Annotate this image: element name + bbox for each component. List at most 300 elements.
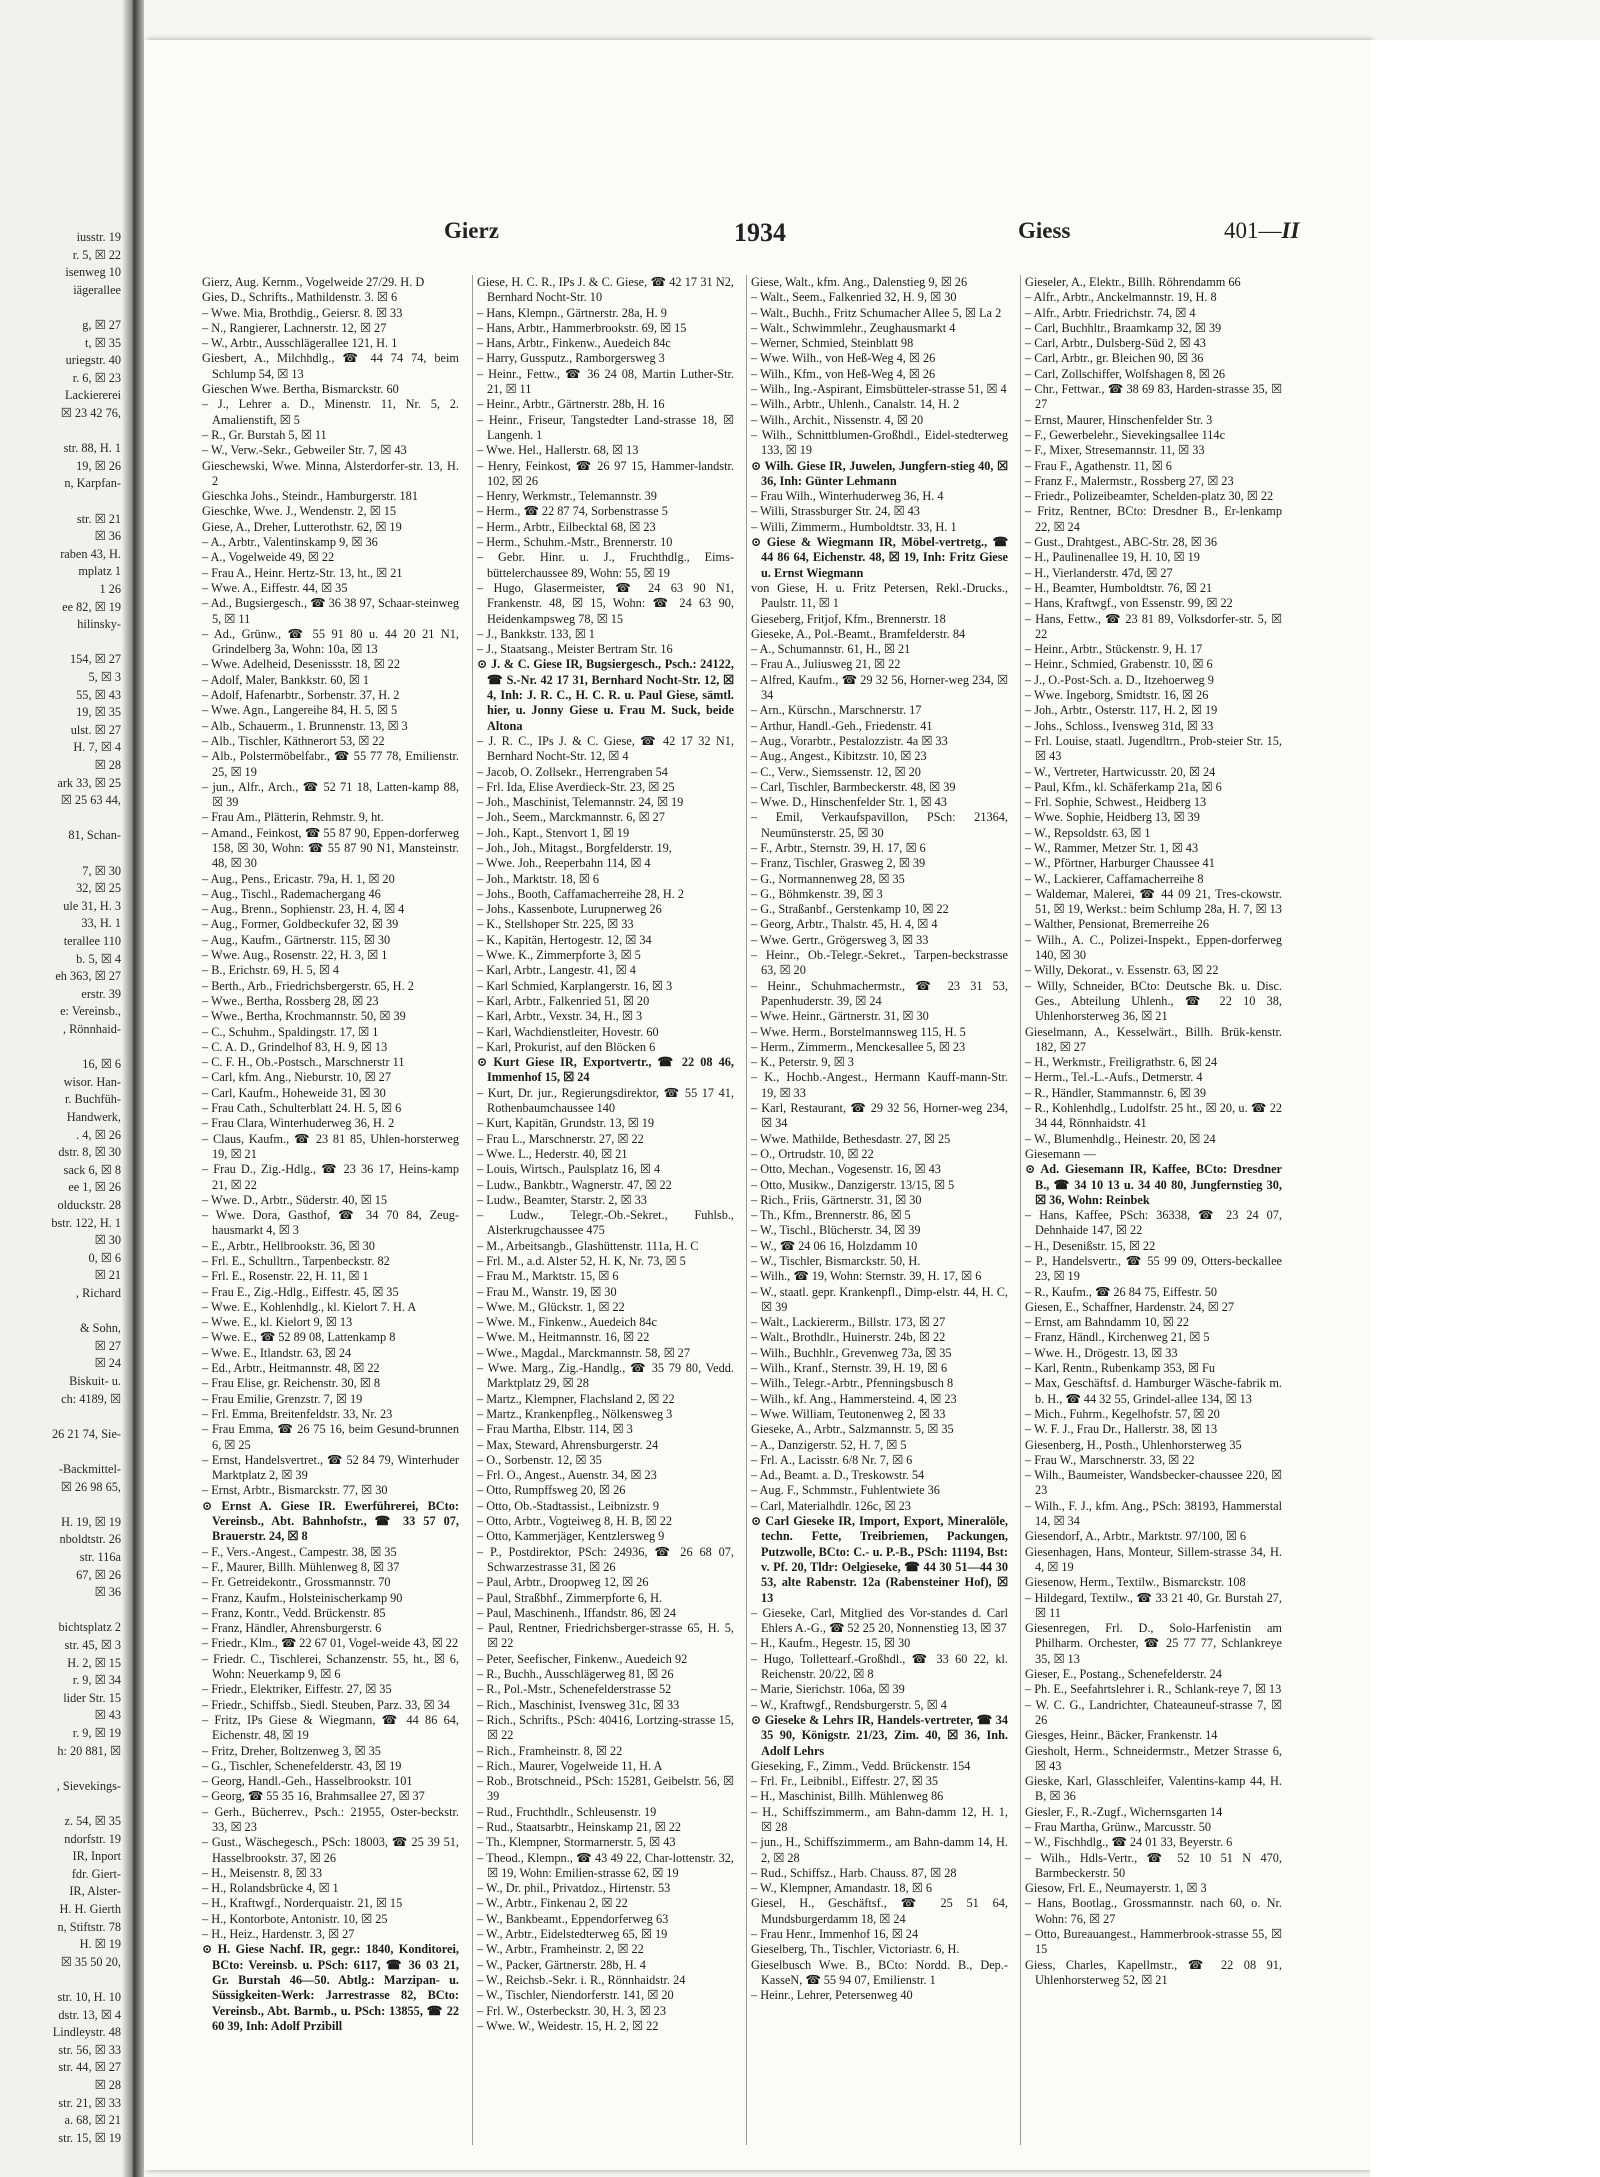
directory-entry: – Hans, Bootlag., Grossmannstr. nach 60, o. Nr. Wohn: 76, ☒ 27	[1025, 1896, 1282, 1926]
directory-entry: – Harry, Gussputz., Ramborgersweg 3	[477, 351, 665, 366]
directory-entry: – Berth., Arb., Friedrichsbergerstr. 65, H. 2	[202, 978, 414, 993]
directory-entry: – Wwe., Bertha, Rossberg 28, ☒ 23	[202, 993, 379, 1008]
left-page-line: hilinsky-	[77, 617, 121, 632]
directory-entry: ⊙ Ad. Giesemann IR, Kaffee, BCto: Dresdner B., ☎ 34 10 13 u. 34 40 80, Jungfernstieg 30, ☒ 36, Wohn: Reinbek	[1025, 1162, 1282, 1207]
directory-entry: – Wilh., A. C., Polizei-Inspekt., Eppen-dorferweg 140, ☒ 30	[1025, 932, 1282, 963]
directory-entry: – Ph. E., Seefahrtslehrer i. R., Schlank-reye 7, ☒ 13	[1025, 1682, 1282, 1697]
directory-entry: – Wwe. Agn., Langereihe 84, H. 5, ☒ 5	[202, 703, 398, 718]
directory-entry: – Willi, Zimmerm., Humboldtstr. 33, H. 1	[751, 519, 957, 534]
directory-entry: Giesbert, A., Milchhdlg., ☎ 44 74 74, beim Schlump 54, ☒ 13	[202, 351, 459, 381]
directory-entry: – A., Arbtr., Valentinskamp 9, ☒ 36	[202, 535, 378, 550]
directory-entry: – J., O.-Post-Sch. a. D., Itzehoerweg 9	[1025, 672, 1214, 687]
directory-entry: – Kurt, Dr. jur., Regierungsdirektor, ☎ 55 17 41, Rothenbaumchaussee 140	[477, 1085, 734, 1116]
left-page-line: r. 6, ☒ 23	[72, 370, 121, 385]
directory-entry: Giesemann —	[1025, 1146, 1096, 1161]
directory-entry: – Joh., Seem., Marckmannstr. 6, ☒ 27	[477, 810, 665, 825]
directory-entry: – Frau Elise, gr. Reichenstr. 30, ☒ 8	[202, 1376, 381, 1391]
directory-entry: – C. A. D., Grindelhof 83, H. 9, ☒ 13	[202, 1039, 388, 1054]
directory-entry: – Paul, Rentner, Friedrichsberger-strasse 65, H. 5, ☒ 22	[477, 1621, 734, 1651]
directory-entry: Giesenow, Herm., Textilw., Bismarckstr. 108	[1025, 1575, 1246, 1590]
left-page-line: Biskuit- u.	[69, 1374, 121, 1388]
left-page-line: , Sievekings-	[56, 1778, 121, 1793]
directory-entry: – Wwe. E., Kohlenhdlg., kl. Kielort 7. H. A	[202, 1299, 417, 1314]
directory-entry: – Friedr., Elektriker, Eiffestr. 27, ☒ 35	[202, 1682, 392, 1697]
left-page-line: ee 1, ☒ 26	[68, 1180, 121, 1195]
left-page-line: 19, ☒ 26	[76, 458, 121, 473]
directory-entry: – Wilh., Archit., Nissenstr. 4, ☒ 20	[751, 412, 924, 427]
directory-entry: – A., Vogelweide 49, ☒ 22	[202, 550, 335, 565]
directory-entry: – Wilh., Hdls-Vertr., ☎ 52 10 51 N 470, Barmbeckerstr. 50	[1025, 1850, 1282, 1880]
directory-entry: – Herm., Schuhm.-Mstr., Brennerstr. 10	[477, 535, 673, 550]
directory-entry: – Frau A., Heinr. Hertz-Str. 13, ht., ☒ 21	[202, 565, 403, 580]
directory-entry: – Werner, Schmied, Steinblatt 98	[751, 336, 914, 351]
directory-entry: – W., Repsoldstr. 63, ☒ 1	[1025, 825, 1151, 840]
directory-entry: – Otto, Bureauangest., Hammerbrook-strasse 55, ☒ 15	[1025, 1927, 1282, 1957]
directory-entry: – F., Mixer, Stresemannstr. 11, ☒ 33	[1025, 443, 1205, 458]
directory-entry: – Hans, Kaffee, PSch: 36338, ☎ 23 24 07, Dehnhaide 147, ☒ 22	[1025, 1208, 1282, 1238]
directory-entry: – Karl, Arbtr., Vexstr. 34, H., ☒ 3	[477, 1009, 643, 1024]
directory-entry: – Rich., Maschinist, Ivensweg 31c, ☒ 33	[477, 1697, 680, 1712]
directory-entry: – Carl, Kaufm., Hoheweide 31, ☒ 30	[202, 1085, 386, 1100]
directory-entry: – Herm., Zimmerm., Menckesallee 5, ☒ 23	[751, 1039, 966, 1054]
left-page-line: & Sohn,	[80, 1321, 121, 1336]
directory-entry: – H., Werkmstr., Freiligrathstr. 6, ☒ 24	[1025, 1055, 1218, 1070]
directory-entry: – Chr., Fettwar., ☎ 38 69 83, Harden-strasse 35, ☒ 27	[1025, 382, 1282, 412]
directory-entry: Gieseke, A., Arbtr., Salzmannstr. 5, ☒ 35	[751, 1422, 954, 1437]
directory-entry: – Wwe. E., Itlandstr. 63, ☒ 24	[202, 1345, 352, 1360]
directory-entry: – Wwe. Heinr., Gärtnerstr. 31, ☒ 30	[751, 1009, 929, 1024]
directory-entry: – Heinr., Lehrer, Petersenweg 40	[751, 1988, 913, 2003]
directory-entry: – W., Pförtner, Harburger Chaussee 41	[1025, 856, 1215, 871]
left-page-line: n, Stiftstr. 78	[57, 1919, 121, 1934]
directory-entry: – W. F. J., Frau Dr., Hallerstr. 38, ☒ 13	[1025, 1422, 1218, 1437]
directory-entry: – Rich., Friis, Gärtnerstr. 31, ☒ 30	[751, 1192, 922, 1207]
directory-entry: – Frl. W., Osterbeckstr. 30, H. 3, ☒ 23	[477, 2003, 666, 2018]
directory-entry: – Max, Steward, Ahrensburgerstr. 24	[477, 1437, 659, 1452]
directory-entry: – Friedr., Klm., ☎ 22 67 01, Vogel-weide 43, ☒ 22	[202, 1636, 459, 1651]
header-right-word: Giess	[1018, 218, 1071, 243]
directory-entry: – Frau Emma, ☎ 26 75 16, beim Gesund-brunnen 6, ☒ 25	[202, 1422, 459, 1452]
directory-entry: – Wwe. Ingeborg, Smidtstr. 16, ☒ 26	[1025, 688, 1209, 703]
directory-entry: – Otto, Kammerjäger, Kentzlersweg 9	[477, 1529, 665, 1544]
directory-entry: – O., Ortrudstr. 10, ☒ 22	[751, 1146, 874, 1161]
directory-entry: – Alfr., Arbtr. Friedrichstr. 74, ☒ 4	[1025, 305, 1196, 320]
directory-entry: – Amand., Feinkost, ☎ 55 87 90, Eppen-dorferweg 158, ☒ 30, Wohn: ☎ 55 87 90 N1, Mansteinstr. 48, ☒ 30	[202, 825, 459, 871]
directory-entry: – Hildegard, Textilw., ☎ 33 21 40, Gr. Burstah 27, ☒ 11	[1025, 1590, 1282, 1620]
directory-entry: – Rud., Fruchthdlr., Schleusenstr. 19	[477, 1804, 657, 1819]
directory-entry: – Herm., Tel.-L.-Aufs., Detmerstr. 4	[1025, 1070, 1203, 1085]
directory-entry: – H., Rolandsbrücke 4, ☒ 1	[202, 1881, 339, 1896]
directory-entry: – Aug., Kaufm., Gärtnerstr. 115, ☒ 30	[202, 932, 391, 947]
directory-entry: – Walt., Schwimmlehr., Zeughausmarkt 4	[751, 320, 956, 335]
directory-entry: ⊙ J. & C. Giese IR, Bugsiergesch., Psch.: 24122, ☎ S.-Nr. 42 17 31, Bernhard Nocht-Str. 12, ☒ 4, Inh: J. R. C., H. C. R. u. Paul Giese, sämtl. hier, u. Jonny Giese u. Frau M. Suck, beide Altona	[477, 657, 734, 733]
directory-entry: – Martz., Klempner, Flachsland 2, ☒ 22	[477, 1391, 675, 1406]
directory-entry: – Hans, Fettw., ☎ 23 81 89, Volksdorfer-str. 5, ☒ 22	[1025, 611, 1282, 641]
directory-entry: – Aug., Brenn., Sophienstr. 23, H. 4, ☒ 4	[202, 902, 405, 917]
directory-entry: – Rud., Staatsarbtr., Heinskamp 21, ☒ 22	[477, 1819, 681, 1834]
directory-entry: – R., Pol.-Mstr., Schenefelderstrasse 52	[477, 1682, 672, 1697]
left-page-line: wisor. Han-	[63, 1074, 121, 1089]
directory-entry: – Carl, Arbtr., Dulsberg-Süd 2, ☒ 43	[1025, 336, 1206, 351]
directory-entry: – Wwe. W., Weidestr. 15, H. 2, ☒ 22	[477, 2018, 659, 2033]
left-page-line: dstr. 13, ☒ 4	[58, 2007, 121, 2022]
left-page-line: ☒ 35 50 20,	[60, 1954, 121, 1969]
directory-entry: – Herm., Arbtr., Eilbecktal 68, ☒ 23	[477, 519, 656, 534]
directory-entry: – Franz, Tischler, Grasweg 2, ☒ 39	[751, 856, 926, 871]
directory-entry: – H., Desenißstr. 15, ☒ 22	[1025, 1238, 1156, 1253]
directory-entry: – Frau Henr., Immenhof 16, ☒ 24	[751, 1927, 919, 1942]
left-page-line: 1 26	[99, 582, 121, 596]
directory-entry: – Walt., Seem., Falkenried 32, H. 9, ☒ 30	[751, 290, 957, 305]
directory-entry: – W., Fischhdlg., ☎ 24 01 33, Beyerstr. 6	[1025, 1835, 1233, 1850]
directory-entry: – K., Stellshoper Str. 225, ☒ 33	[477, 917, 634, 932]
directory-entry: – W., Arbtr., Ausschlägerallee 121, H. 1	[202, 336, 398, 351]
left-page-line: b. 5, ☒ 4	[76, 951, 121, 966]
directory-entry: – Frau L., Marschnerstr. 27, ☒ 22	[477, 1131, 644, 1146]
directory-entry: – Gust., Wäschegesch., PSch: 18003, ☎ 25 39 51, Hasselbrookstr. 37, ☒ 26	[202, 1835, 459, 1865]
directory-entry: – Frl. O., Angest., Auenstr. 34, ☒ 23	[477, 1468, 657, 1483]
left-page-line: olduckstr. 28	[57, 1198, 121, 1212]
directory-entry: – Frau Clara, Winterhuderweg 36, H. 2	[202, 1116, 395, 1131]
column-2	[472, 275, 738, 2145]
left-page-line: g, ☒ 27	[82, 318, 121, 332]
directory-entry: – Th., Klempner, Stormarnerstr. 5, ☒ 43	[477, 1835, 676, 1850]
directory-entry: Giess, Charles, Kapellmstr., ☎ 22 08 91, Uhlenhorsterweg 52, ☒ 21	[1025, 1957, 1282, 1987]
directory-entry: – A., Schumannstr. 61, H., ☒ 21	[751, 642, 911, 657]
directory-entry: – Karl, Arbtr., Langestr. 41, ☒ 4	[477, 963, 636, 978]
directory-entry: – Aug., Former, Goldbeckufer 32, ☒ 39	[202, 917, 399, 932]
directory-entry: – Carl, Arbtr., gr. Bleichen 90, ☒ 36	[1025, 351, 1204, 366]
directory-entry: – Hans, Arbtr., Finkenw., Auedeich 84c	[477, 336, 671, 351]
directory-entry: – F., Gewerbelehr., Sievekingsallee 114c	[1025, 427, 1226, 442]
directory-entry: – Max, Geschäftsf. d. Hamburger Wäsche-fabrik m. b. H., ☎ 44 32 55, Grindel-allee 134, ☒ 13	[1025, 1376, 1282, 1406]
directory-entry: – F., Maurer, Billh. Mühlenweg 8, ☒ 37	[202, 1559, 400, 1574]
directory-entry: – Heinr., Friseur, Tangstedter Land-strasse 18, ☒ Langenh. 1	[477, 412, 734, 442]
directory-entry: – Frau M., Marktstr. 15, ☒ 6	[477, 1269, 619, 1284]
directory-entry: – Heinr., Arbtr., Gärtnerstr. 28b, H. 16	[477, 397, 665, 412]
directory-entry: – Aug., Tischl., Rademachergang 46	[202, 886, 381, 901]
column-3	[746, 275, 1012, 2145]
directory-entry: – F., Vers.-Angest., Campestr. 38, ☒ 35	[202, 1544, 397, 1559]
directory-entry: – M., Arbeitsangb., Glashüttenstr. 111a, H. C	[477, 1238, 699, 1253]
left-page-line: H. 7, ☒ 4	[73, 740, 121, 755]
directory-entry: – W., Klempner, Amandastr. 18, ☒ 6	[751, 1881, 932, 1896]
directory-entry: ⊙ H. Giese Nachf. IR, gegr.: 1840, Konditorei, BCto: Vereinsb. u. PSch: 6117, ☎ 36 03 21, Gr. Burstah 46—50. Abtlg.: Marzipan- u. Süssigkeiten-Werk: Jarrestrasse 82, BCto: Vereinsb., Abt. Barmb., u. PSch: 13855, ☎ 22 60 39, Inh: Adolf Przibill	[202, 1942, 459, 2033]
directory-entry: – W., Dr. phil., Privatdoz., Hirtenstr. 53	[477, 1881, 671, 1896]
directory-entry: Gies, D., Schrifts., Mathildenstr. 3. ☒ 6	[202, 290, 398, 305]
directory-entry: – Karl, Arbtr., Falkenried 51, ☒ 20	[477, 993, 650, 1008]
directory-entry: – W., Reichsb.-Sekr. i. R., Rönnhaidstr. 24	[477, 1972, 686, 1987]
directory-entry: Gieselbusch Wwe. B., BCto: Nordd. B., Dep.-KasseN, ☎ 55 94 07, Emilienstr. 1	[751, 1957, 1008, 1987]
directory-entry: – Otto, Arbtr., Vogteiweg 8, H. B, ☒ 22	[477, 1514, 673, 1529]
directory-entry: – Walther, Pensionat, Bremerreihe 26	[1025, 917, 1210, 932]
directory-entry: – Wilh., Telegr.-Arbtr., Pfenningsbusch 8	[751, 1376, 954, 1391]
directory-entry: – Wwe. Mia, Brothdig., Geiersr. 8. ☒ 33	[202, 305, 403, 320]
directory-entry: – Henry, Feinkost, ☎ 26 97 15, Hammer-landstr. 102, ☒ 26	[477, 458, 734, 488]
directory-entry: – Heinr., Schmied, Grabenstr. 10, ☒ 6	[1025, 657, 1213, 672]
directory-entry: – W., Packer, Gärtnerstr. 28b, H. 4	[477, 1957, 646, 1972]
left-page-line: 67, ☒ 26	[76, 1567, 121, 1582]
left-page-line: bichtsplatz 2	[58, 1620, 121, 1635]
directory-entry: – W., Vertreter, Hartwicusstr. 20, ☒ 24	[1025, 764, 1216, 779]
directory-entry: ⊙ Carl Gieseke IR, Import, Export, Mineralöle, techn. Fette, Treibriemen, Packungen, Putzwolle, BCto: C.- u. P.-B., PSch: 11194, Bst: v. Pf. 20, Tldr: Oelgieseke, ☎ 44 30 51—44 30 53, alte Rabenstr. 12a (Rabensteiner Hof), ☒ 13	[751, 1514, 1008, 1605]
left-page-line: str. 116a	[79, 1550, 121, 1564]
directory-entry: Gieske, Karl, Glasschleifer, Valentins-kamp 44, H. B, ☒ 36	[1025, 1774, 1282, 1804]
directory-entry: – Wilh., Baumeister, Wandsbecker-chaussee 220, ☒ 23	[1025, 1468, 1282, 1498]
directory-entry: – Claus, Kaufm., ☎ 23 81 85, Uhlen-horsterweg 19, ☒ 21	[202, 1131, 459, 1161]
page-header	[144, 218, 1370, 258]
directory-entry: – G., Tischler, Schenefelderstr. 43, ☒ 19	[202, 1758, 402, 1773]
left-page-line: ☒ 25 63 44,	[60, 793, 121, 808]
left-page-line: fdr. Giert-	[71, 1866, 121, 1881]
directory-entry: – Franz F., Malermstr., Rossberg 27, ☒ 23	[1025, 473, 1234, 488]
directory-entry: – Walt., Buchh., Fritz Schumacher Allee 5, ☒ La 2	[751, 305, 1002, 320]
left-page-line: e: Vereinsb.,	[60, 1004, 121, 1019]
directory-entry: – Karl, Prokurist, auf den Blöcken 6	[477, 1039, 656, 1054]
directory-entry: – Frau Am., Plätterin, Rehmstr. 9, ht.	[202, 810, 384, 825]
left-page-line: str. 88, H. 1	[63, 441, 121, 456]
directory-entry: – Ad., Bugsiergesch., ☎ 36 38 97, Schaar-steinweg 5, ☒ 11	[202, 596, 459, 626]
directory-entry: – Frl. E., Rosenstr. 22, H. 11, ☒ 1	[202, 1269, 369, 1284]
left-page-line: n, Karpfan-	[64, 476, 121, 491]
directory-entry: ⊙ Giese & Wiegmann IR, Möbel-vertretg., ☎ 44 86 64, Eichenstr. 48, ☒ 19, Inh: Fritz Giese u. Ernst Wiegmann	[751, 535, 1008, 580]
left-page-line: ☒ 24	[94, 1356, 121, 1371]
left-page-line: iusstr. 19	[76, 230, 121, 244]
left-page-line: 154, ☒ 27	[70, 652, 121, 667]
left-page-line: ☒ 23 42 76,	[60, 406, 121, 420]
directory-entry: – Herm., ☎ 22 87 74, Sorbenstrasse 5	[477, 504, 668, 519]
left-page-line: 81, Schan-	[68, 828, 121, 843]
left-page-line: ☒ 28	[94, 758, 121, 772]
directory-entry: – Kurt, Kapitän, Grundstr. 13, ☒ 19	[477, 1116, 655, 1131]
left-page-line: 55, ☒ 43	[76, 687, 121, 702]
directory-entry: – Wwe. Adelheid, Desenissstr. 18, ☒ 22	[202, 657, 400, 672]
left-page-line: lider Str. 15	[63, 1690, 121, 1705]
directory-entry: – W., Blumenhdlg., Heinestr. 20, ☒ 24	[1025, 1131, 1216, 1146]
directory-entry: – Wilh., Kfm., von Heß-Weg 4, ☒ 26	[751, 366, 936, 381]
directory-entry: – Frau W., Marschnerstr. 33, ☒ 22	[1025, 1452, 1195, 1467]
directory-entry: Giese, H. C. R., IPs J. & C. Giese, ☎ 42 17 31 N2, Bernhard Nocht-Str. 10	[477, 275, 734, 305]
directory-entry: – W., Bankbeamt., Eppendorferweg 63	[477, 1911, 669, 1926]
directory-entry: – H., Meisenstr. 8, ☒ 33	[202, 1865, 322, 1880]
directory-entry: – R., Händler, Stammannstr. 6, ☒ 39	[1025, 1085, 1206, 1100]
directory-entry: ⊙ Gieseke & Lehrs IR, Handels-vertreter, ☎ 34 35 90, Königstr. 21/23, Zim. 40, ☒ 36, Inh. Adolf Lehrs	[751, 1712, 1008, 1758]
left-page-line: mplatz 1	[78, 564, 121, 579]
directory-page	[144, 40, 1370, 2170]
book-gutter	[122, 0, 144, 2177]
left-page-line: H. H. Gierth	[59, 1902, 121, 1916]
directory-entry: – Friedr., Polizeibeamter, Schelden-platz 30, ☒ 22	[1025, 489, 1274, 504]
left-page-line: str. 21, ☒ 33	[58, 2095, 121, 2110]
directory-entry: – Johs., Kassenbote, Lurupnerweg 26	[477, 902, 662, 917]
directory-entry: – Otto, Rumpffsweg 20, ☒ 26	[477, 1483, 626, 1498]
directory-entry: – Rob., Brotschneid., PSch: 15281, Geibelstr. 56, ☒ 39	[477, 1774, 734, 1804]
header-left-word: Gierz	[444, 218, 499, 243]
left-page-line: ndorfstr. 19	[64, 1831, 121, 1846]
left-page-line: r. 5, ☒ 22	[72, 247, 121, 262]
left-page-line: IR, Alster-	[69, 1884, 121, 1899]
left-page-line: ☒ 28	[94, 2078, 121, 2092]
directory-entry: – Frl. A., Lacisstr. 6/8 Nr. 7, ☒ 6	[751, 1452, 913, 1467]
directory-entry: – Fritz, IPs Giese & Wiegmann, ☎ 44 86 64, Eichenstr. 48, ☒ 19	[202, 1712, 459, 1743]
directory-entry: – Frl. Ida, Elise Averdieck-Str. 23, ☒ 25	[477, 779, 675, 794]
directory-entry: – Frau A., Juliusweg 21, ☒ 22	[751, 657, 901, 672]
directory-entry: – C., Verw., Siemssenstr. 12, ☒ 20	[751, 764, 921, 779]
directory-entry: – K., Kapitän, Hertogestr. 12, ☒ 34	[477, 932, 652, 947]
directory-entry: – Wilh., kf. Ang., Hammersteind. 4, ☒ 23	[751, 1391, 957, 1406]
directory-entry: – W., Tischl., Blücherstr. 34, ☒ 39	[751, 1223, 921, 1238]
directory-entry: – Wilh., Kranf., Sternstr. 39, H. 19, ☒ 6	[751, 1361, 948, 1376]
directory-entry: – Wwe. Hel., Hallerstr. 68, ☒ 13	[477, 443, 639, 458]
directory-entry: – Joh., Joh., Mitagst., Borgfelderstr. 19,	[477, 840, 672, 855]
left-page-line: 16, ☒ 6	[82, 1057, 121, 1072]
directory-entry: – jun., Alfr., Arch., ☎ 52 71 18, Latten-kamp 88, ☒ 39	[202, 779, 459, 810]
directory-entry: – Alfr., Arbtr., Anckelmannstr. 19, H. 8	[1025, 290, 1217, 305]
directory-entry: – Walt., Lackiererm., Billstr. 173, ☒ 27	[751, 1315, 946, 1330]
directory-entry: – E., Arbtr., Hellbrookstr. 36, ☒ 30	[202, 1238, 375, 1253]
directory-entry: – Wwe. Joh., Reeperbahn 114, ☒ 4	[477, 856, 651, 871]
left-page-line: 33, H. 1	[81, 916, 121, 931]
directory-entry: – Wwe. E., ☎ 52 89 08, Lattenkamp 8	[202, 1330, 396, 1345]
directory-entry: – Alb., Tischler, Käthnerort 53, ☒ 22	[202, 733, 385, 748]
directory-entry: – Wwe. L., Hederstr. 40, ☒ 21	[477, 1146, 628, 1161]
directory-entry: – Heinr., Arbtr., Stückenstr. 9, H. 17	[1025, 642, 1203, 657]
directory-entry: – W., Arbtr., Finkenau 2, ☒ 22	[477, 1896, 628, 1911]
directory-entry: – W., Kraftwgf., Rendsburgerstr. 5, ☒ 4	[751, 1697, 947, 1712]
directory-entry: – Frau F., Agathenstr. 11, ☒ 6	[1025, 458, 1172, 473]
left-page-line: ☒ 43	[94, 1708, 121, 1723]
directory-entry: – Fr. Getreidekontr., Grossmannstr. 70	[202, 1575, 391, 1590]
directory-entry: – Frau Martha, Grünw., Marcusstr. 50	[1025, 1819, 1212, 1834]
directory-entry: – Fritz, Rentner, BCto: Dresdner B., Er-lenkamp 22, ☒ 24	[1025, 504, 1282, 534]
directory-entry: – Heinr., Schuhmachermstr., ☎ 23 31 53, Papenhuderstr. 39, ☒ 24	[751, 978, 1008, 1008]
header-year: 1934	[734, 218, 786, 247]
left-page-line: H. ☒ 19	[79, 1937, 121, 1952]
directory-entry: – W., Arbtr., Eidelstedterweg 65, ☒ 19	[477, 1927, 668, 1942]
directory-entry: – Hans, Klempn., Gärtnerstr. 28a, H. 9	[477, 305, 667, 320]
left-page-line: . 4, ☒ 26	[76, 1127, 121, 1142]
directory-entry: Gieser, E., Postang., Schenefelderstr. 24	[1025, 1667, 1222, 1682]
left-page-line: str. ☒ 21	[76, 511, 121, 526]
left-page-line: iägerallee	[73, 282, 121, 297]
directory-entry: – Joh., Arbtr., Osterstr. 117, H. 2, ☒ 19	[1025, 703, 1218, 718]
left-page-fragment	[0, 0, 135, 2177]
left-page-line: -Backmittel-	[58, 1462, 121, 1476]
directory-entry: – Wilh., Schnittblumen-Großhdl., Eidel-stedterweg 133, ☒ 19	[751, 427, 1008, 458]
left-page-line: h: 20 881, ☒	[57, 1743, 121, 1758]
directory-entry: – A., Danzigerstr. 52, H. 7, ☒ 5	[751, 1437, 907, 1452]
directory-entry: Gieschke, Wwe. J., Wendenstr. 2, ☒ 15	[202, 504, 396, 519]
left-page-line: r. Buchfüh-	[64, 1092, 121, 1107]
left-page-line: ch: 4189, ☒	[61, 1391, 121, 1406]
page-edge	[1370, 40, 1600, 2177]
directory-entry: – Th., Kfm., Brennerstr. 86, ☒ 5	[751, 1208, 911, 1223]
left-page-line: H. 2, ☒ 15	[67, 1655, 121, 1670]
directory-entry: – Fritz, Dreher, Boltzenweg 3, ☒ 35	[202, 1743, 381, 1758]
column-1	[198, 275, 463, 2145]
directory-entry: – Ludw., Beamter, Starstr. 2, ☒ 33	[477, 1192, 647, 1207]
directory-entry: – Johs., Schloss., Ivensweg 31d, ☒ 33	[1025, 718, 1214, 733]
directory-entry: – Wwe. E., kl. Kielort 9, ☒ 13	[202, 1315, 353, 1330]
directory-entry: – H., Kontorbote, Antonistr. 10, ☒ 25	[202, 1911, 388, 1926]
directory-entry: – J., Bankkstr. 133, ☒ 1	[477, 626, 595, 641]
directory-entry: – Wilh., Arbtr., Uhlenh., Canalstr. 14, H. 2	[751, 397, 960, 412]
directory-entry: – Alb., Schauerm., 1. Brunnenstr. 13, ☒ 3	[202, 718, 408, 733]
left-page-line: str. 45, ☒ 3	[64, 1638, 121, 1652]
directory-entry: – Rich., Maurer, Vogelweide 11, H. A	[477, 1758, 663, 1773]
directory-entry: – J. R. C., IPs J. & C. Giese, ☎ 42 17 32 N1, Bernhard Nocht-Str. 12, ☒ 4	[477, 733, 734, 764]
directory-entry: – Paul, Straßbhf., Zimmerpforte 6, H.	[477, 1590, 663, 1605]
page-section: II	[1281, 218, 1300, 243]
directory-entry: – H., Vierlanderstr. 47d, ☒ 27	[1025, 565, 1173, 580]
directory-entry: – Wwe. Aug., Rosenstr. 22, H. 3, ☒ 1	[202, 948, 388, 963]
directory-entry: – K., Hochb.-Angest., Hermann Kauff-mann-Str. 19, ☒ 33	[751, 1070, 1008, 1100]
directory-entry: Giesendorf, A., Arbtr., Marktstr. 97/100, ☒ 6	[1025, 1529, 1247, 1544]
directory-entry: Giesenberg, H., Posth., Uhlenhorsterweg 35	[1025, 1437, 1242, 1452]
left-page-line: 7, ☒ 30	[82, 863, 121, 878]
directory-entry: – Friedr. C., Tischlerei, Schanzenstr. 55, ht., ☒ 6, Wohn: Neuerkamp 9, ☒ 6	[202, 1651, 459, 1682]
directory-entry: – Arthur, Handl.-Geh., Friedenstr. 41	[751, 718, 933, 733]
directory-entry: – Wwe. Marg., Zig.-Handlg., ☎ 35 79 80, Vedd. Marktplatz 29, ☒ 28	[477, 1361, 734, 1391]
left-page-line: 19, ☒ 35	[76, 705, 121, 720]
directory-entry: – W., Lackierer, Caffamacherreihe 8	[1025, 871, 1204, 886]
left-page-line: H. 19, ☒ 19	[61, 1514, 121, 1529]
directory-entry: Giesenhagen, Hans, Monteur, Sillem-strasse 34, H. 4, ☒ 19	[1025, 1544, 1282, 1574]
directory-entry: – Georg, Arbtr., Thalstr. 45, H. 4, ☒ 4	[751, 917, 938, 932]
directory-entry: – Gebr. Hinr. u. J., Fruchthdlg., Eims-büttelerchaussee 89, Wohn: 55, ☒ 19	[477, 550, 734, 580]
directory-entry: – Wwe. Wilh., von Heß-Weg 4, ☒ 26	[751, 351, 936, 366]
directory-entry: – W., ☎ 24 06 16, Holzdamm 10	[751, 1238, 918, 1253]
directory-entry: – Georg, Handl.-Geh., Hasselbrookstr. 101	[202, 1774, 413, 1789]
directory-entry: – Frl. Louise, staatl. Jugendltrn., Prob-steier Str. 15, ☒ 43	[1025, 733, 1282, 764]
directory-entry: – Frau Cath., Schulterblatt 24. H. 5, ☒ 6	[202, 1101, 402, 1116]
directory-entry: – Carl, Tischler, Barmbeckerstr. 48, ☒ 39	[751, 779, 956, 794]
directory-entry: – O., Sorbenstr. 12, ☒ 35	[477, 1452, 602, 1467]
directory-entry: – C., Schuhm., Spaldingstr. 17, ☒ 1	[202, 1024, 379, 1039]
directory-entry: – Frau Martha, Elbstr. 114, ☒ 3	[477, 1422, 633, 1437]
left-page-line: str. 56, ☒ 33	[58, 2042, 121, 2057]
directory-entry: – H., Kraftwgf., Norderquaistr. 21, ☒ 15	[202, 1896, 403, 1911]
left-page-line: nboldtstr. 26	[59, 1532, 121, 1547]
directory-entry: – Hans, Kraftwgf., von Essenstr. 99, ☒ 22	[1025, 596, 1233, 611]
directory-entry: – Hugo, Glasermeister, ☎ 24 63 90 N1, Frankenstr. 48, ☒ 15, Wohn: ☎ 24 63 90, Heidenkampsweg 78, ☒ 15	[477, 580, 734, 626]
directory-entry: – R., Kohlenhdlg., Ludolfstr. 25 ht., ☒ 20, u. ☎ 22 34 44, Rönnhaidstr. 41	[1025, 1101, 1282, 1131]
directory-entry: – Joh., Kapt., Stenvort 1, ☒ 19	[477, 825, 630, 840]
directory-entry: – C. F. H., Ob.-Postsch., Marschnerstr 11	[202, 1055, 405, 1070]
left-page-line: 26 21 74, Sie-	[52, 1426, 121, 1441]
directory-entry: – Willy, Dekorat., v. Essenstr. 63, ☒ 22	[1025, 963, 1219, 978]
left-page-line: 32, ☒ 25	[76, 881, 121, 896]
directory-entry: – Wwe., Bertha, Krochmannstr. 50, ☒ 39	[202, 1009, 406, 1024]
directory-entry: – W., Verw.-Sekr., Gebweiler Str. 7, ☒ 43	[202, 443, 407, 458]
directory-entry: – Aug. F., Schmmstr., Fuhlentwiete 36	[751, 1483, 940, 1498]
directory-entry: – jun., H., Schiffszimmerm., am Bahn-damm 14, H. 2, ☒ 28	[751, 1835, 1008, 1865]
directory-entry: – Wilh., ☎ 19, Wohn: Sternstr. 39, H. 17, ☒ 6	[751, 1269, 982, 1284]
directory-entry: – Walt., Brothdlr., Huinerstr. 24b, ☒ 22	[751, 1330, 946, 1345]
directory-entry: – Wwe. Mathilde, Bethesdastr. 27, ☒ 25	[751, 1131, 951, 1146]
left-page-line: ee 82, ☒ 19	[62, 599, 121, 614]
directory-entry: – Franz, Kontr., Vedd. Brückenstr. 85	[202, 1605, 386, 1620]
directory-entry: Gieselberg, Th., Tischler, Victoriastr. 6, H.	[751, 1942, 960, 1957]
directory-entry: – Wwe. Dora, Gasthof, ☎ 34 70 84, Zeug-hausmarkt 4, ☒ 3	[202, 1208, 459, 1238]
directory-entry: – G., Straßanbf., Gerstenkamp 10, ☒ 22	[751, 902, 949, 917]
directory-entry: – Ernst, Maurer, Hinschenfelder Str. 3	[1025, 412, 1213, 427]
directory-entry: – Gerh., Bücherrev., Psch.: 21955, Oster-beckstr. 33, ☒ 23	[202, 1804, 459, 1834]
directory-entry: ⊙ Wilh. Giese IR, Juwelen, Jungfern-stieg 40, ☒ 36, Inh: Günter Lehmann	[751, 458, 1008, 488]
directory-entry: – Rud., Schiffsz., Harb. Chauss. 87, ☒ 28	[751, 1865, 957, 1880]
directory-entry: – Georg, ☎ 55 35 16, Brahmsallee 27, ☒ 37	[202, 1789, 425, 1804]
directory-entry: – Rich., Framheinstr. 8, ☒ 22	[477, 1743, 623, 1758]
